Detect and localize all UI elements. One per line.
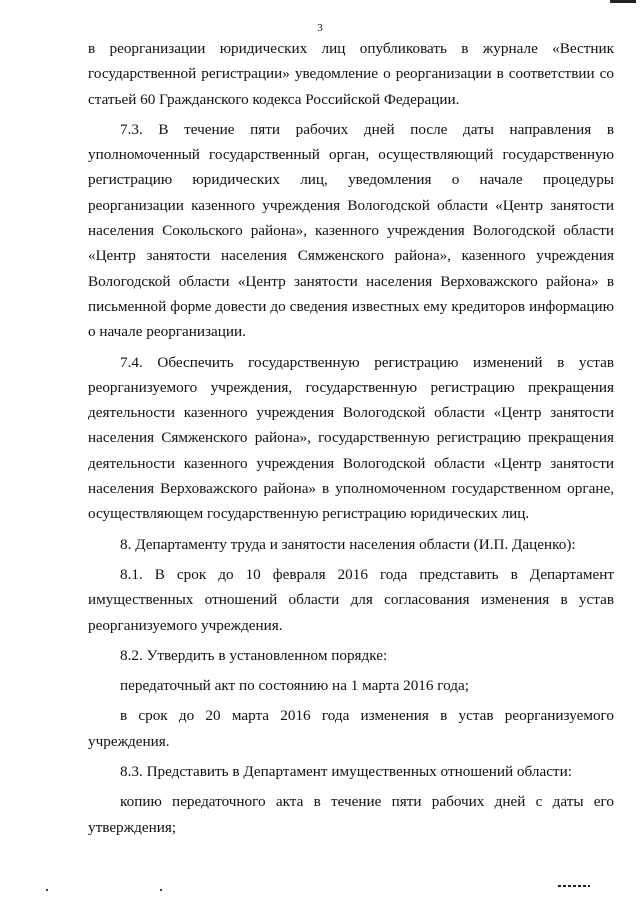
paragraph-7-3: 7.3. В течение пяти рабочих дней после даты направления в уполномоченный государственный орган, осуществляющий государственную регистрацию юридических лиц, уведомления о начале процедуры реорганизации казенного учреждения Вологодской области «Центр занятости населения Сокольского района», казенного учреждения Вологодской области «Центр занятости населения Сямженского района», казенного учреждения Вологодской области «Центр занятости населения Верховажского района» в письменной форме довести до сведения известных ему кредиторов информацию о начале реорганизации.	[88, 120, 614, 341]
page-number: 3	[317, 22, 323, 34]
scan-speck	[46, 889, 48, 891]
paragraph-8-2-item-2: в срок до 20 марта 2016 года изменения в устав реорганизуемого учреждения.	[88, 707, 614, 750]
paragraph-8-2-item-1: передаточный акт по состоянию на 1 марта 2016 года;	[120, 677, 469, 695]
paragraph-8-1: 8.1. В срок до 10 февраля 2016 года представить в Департамент имущественных отношений области для согласования изменения в устав реорганизуемого учреждения.	[88, 565, 614, 634]
document-body	[88, 36, 614, 840]
paragraph-8-2: 8.2. Утвердить в установленном порядке:	[120, 646, 388, 664]
scan-corner-mark	[610, 0, 636, 3]
paragraph-8-3: 8.3. Представить в Департамент имущественных отношений области:	[120, 763, 572, 781]
scan-speck	[160, 889, 162, 891]
paragraph-7-2-continuation: в реорганизации юридических лиц опубликовать в журнале «Вестник государственной регистрации» уведомление о реорганизации в соответствии со статьей 60 Гражданского кодекса Российской Федерации.	[88, 40, 614, 108]
paragraph-7-4: 7.4. Обеспечить государственную регистрацию изменений в устав реорганизуемого учреждения, государственную регистрацию прекращения деятельности казенного учреждения Вологодской области «Центр занятости населения Сямженского района», государственную регистрацию прекращения деятельности казенного учреждения Вологодской области «Центр занятости населения Верховажского района» в уполномоченном государственном органе, осуществляющем государственную регистрацию юридических лиц.	[88, 353, 614, 523]
scan-bottom-mark	[558, 885, 590, 887]
paragraph-8: 8. Департаменту труда и занятости населения области (И.П. Даценко):	[120, 535, 576, 553]
paragraph-8-3-item-1: копию передаточного акта в течение пяти рабочих дней с даты его утверждения;	[88, 793, 614, 836]
